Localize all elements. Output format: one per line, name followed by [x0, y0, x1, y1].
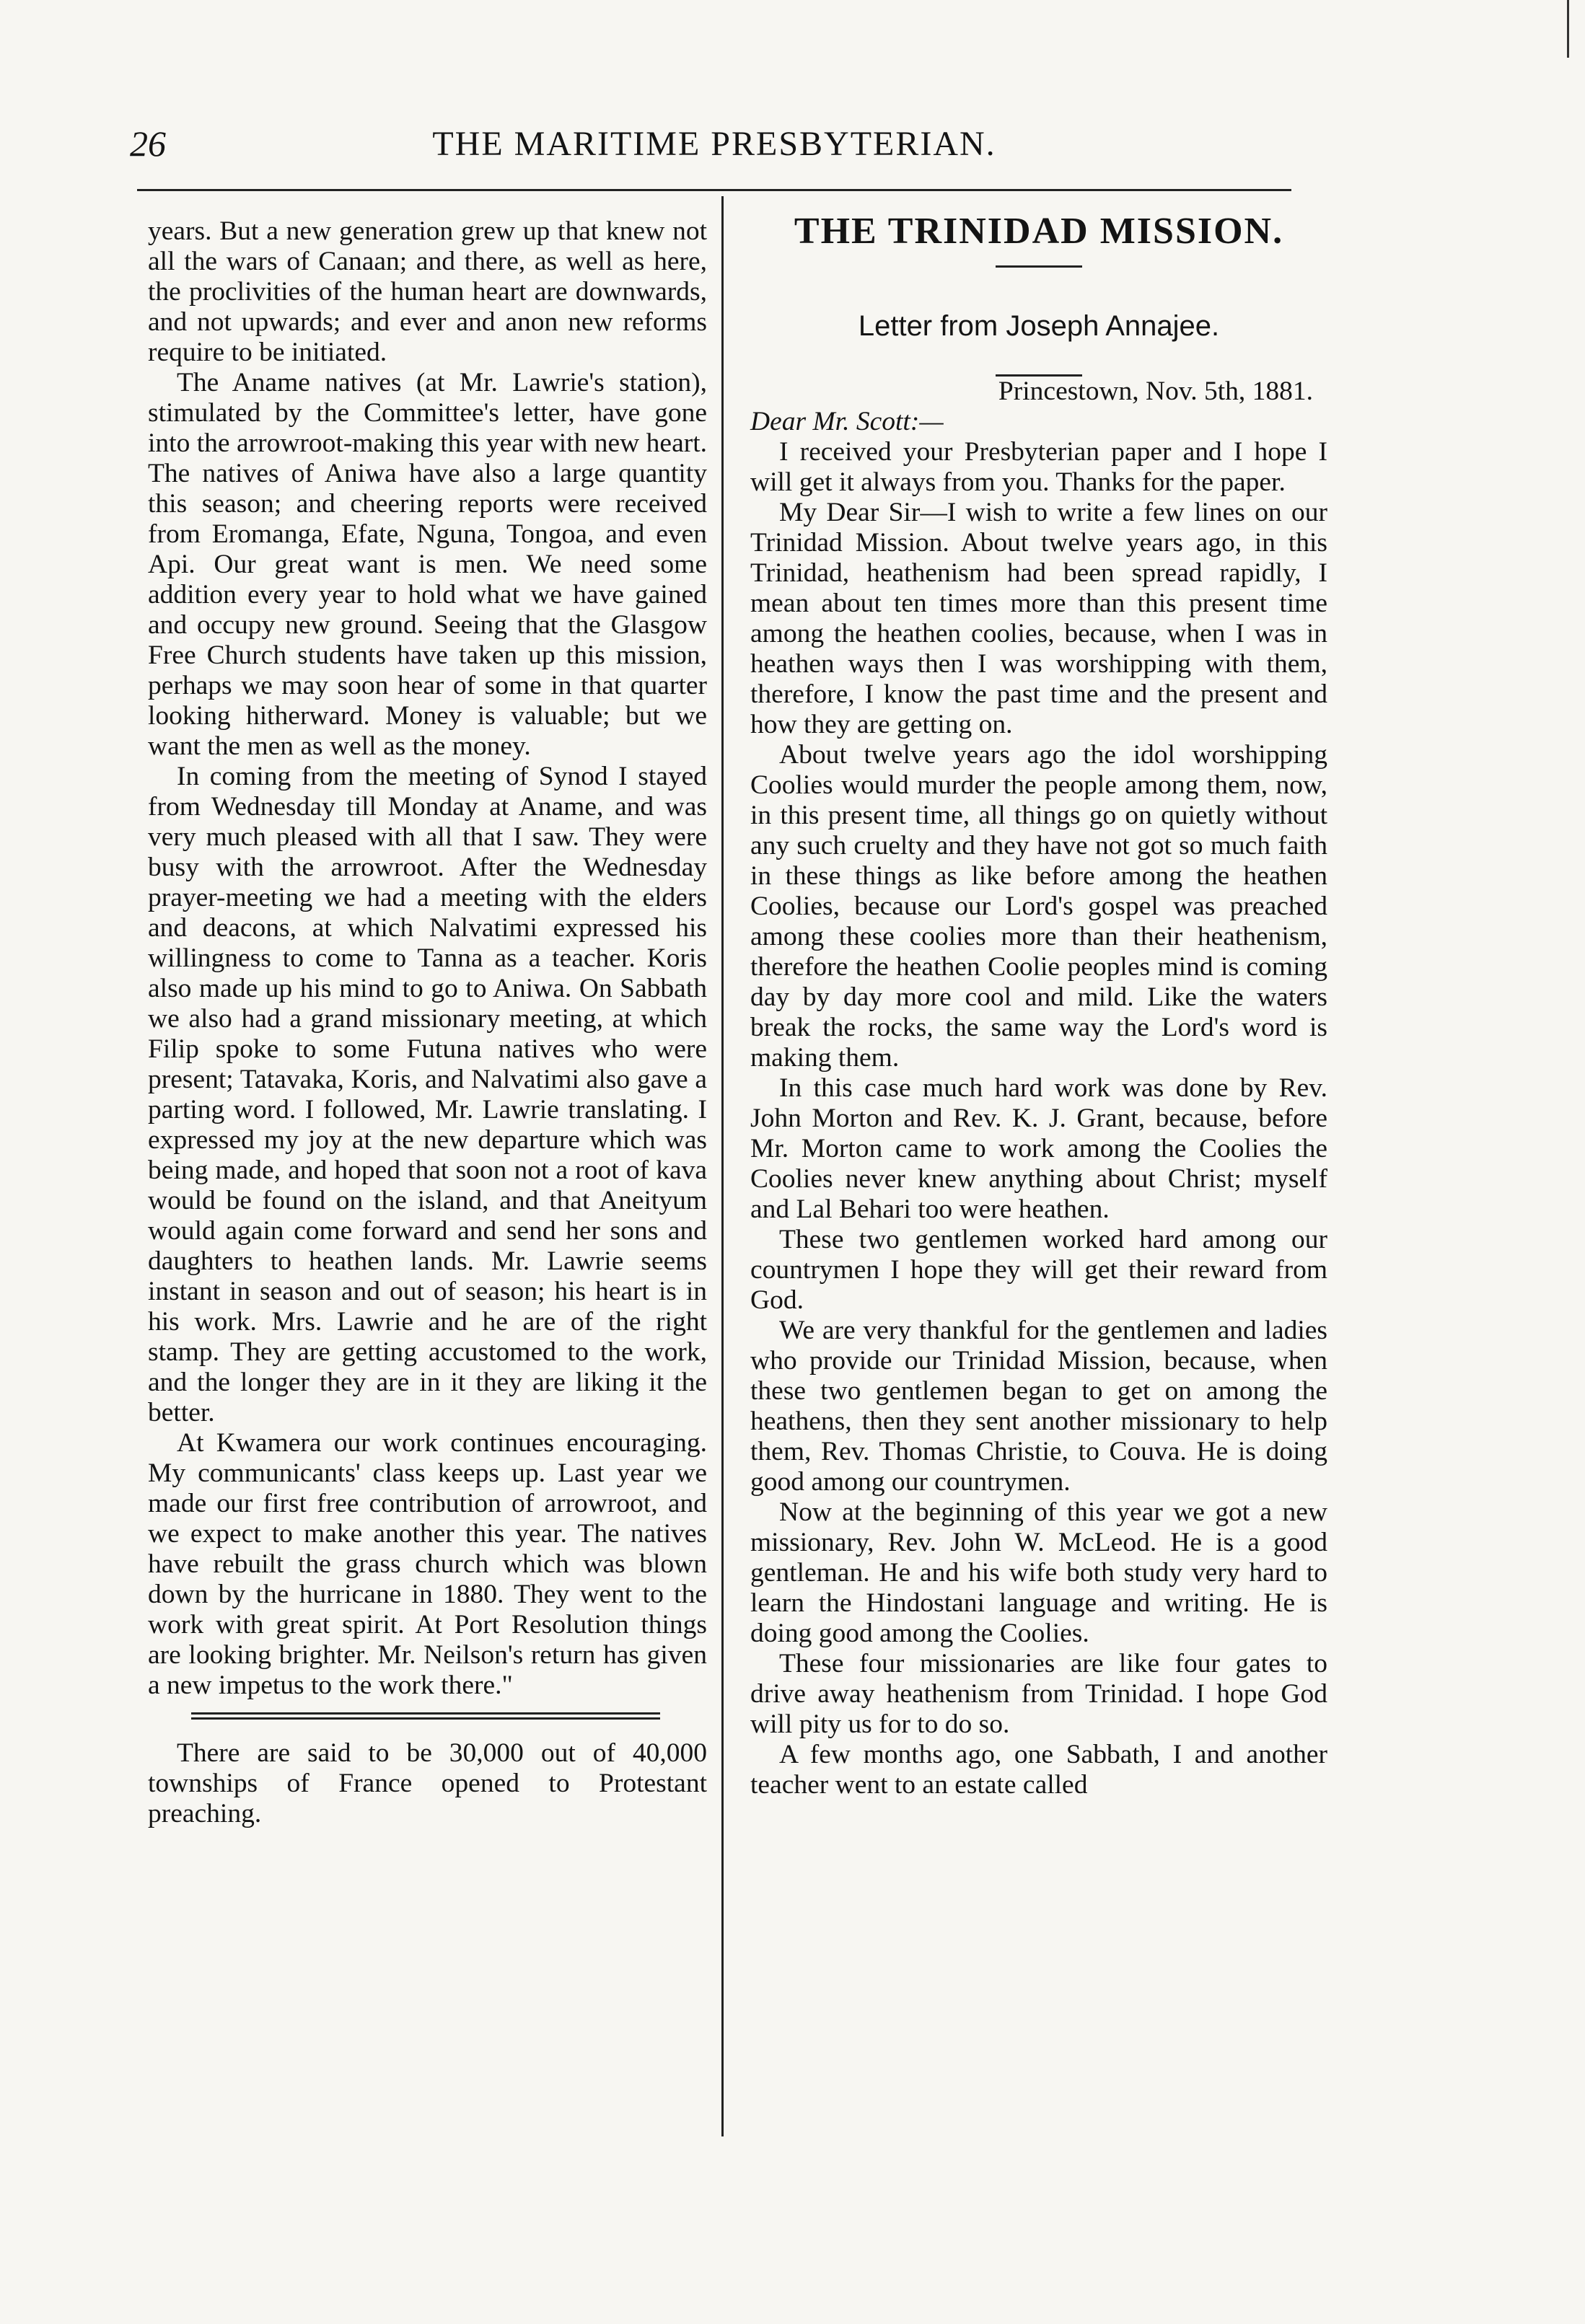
- paragraph: I received your Presbyterian paper and I hope I will get it always from you. Thanks for the paper.: [750, 437, 1327, 497]
- column-divider: [721, 196, 724, 2136]
- salutation: Dear Mr. Scott:—: [750, 407, 944, 436]
- news-item: There are said to be 30,000 out of 40,000 townships of France opened to Protestant preaching.: [148, 1738, 707, 1828]
- page-header: [130, 123, 1299, 173]
- header-rule: [137, 189, 1291, 191]
- paragraph: years. But a new generation grew up that knew not all the wars of Canaan; and there, as well as here, the proclivities of the human heart are downwards, and not upwards; and ever and anon new reforms require to be initiated.: [148, 216, 707, 367]
- article-subtitle: Letter from Joseph Annajee.: [858, 310, 1220, 342]
- paragraph: My Dear Sir—I wish to write a few lines on our Trinidad Mission. About twelve years ago, in this Trinidad, heathenism had been spread rapidly, I mean about ten times more than this present time among the heathen coolies, because, when I was in heathen ways then I was worshipping with them, therefore, I know the past time and the present and how they are getting on.: [750, 498, 1327, 739]
- paragraph: In this case much hard work was done by Rev. John Morton and Rev. K. J. Grant, because, before Mr. Morton came to work among the Coolies the Coolies never knew anything about Christ; myself and Lal Behari too were heathen.: [750, 1073, 1327, 1224]
- paragraph: Now at the beginning of this year we got a new missionary, Rev. John W. McLeod. He is a good gentleman. He and his wife both study very hard to learn the Hindostani language and writing. He is doing good among the Coolies.: [750, 1497, 1327, 1648]
- dateline: Princestown, Nov. 5th, 1881.: [998, 377, 1313, 406]
- page-number: 26: [130, 123, 166, 164]
- left-column: [148, 216, 707, 1829]
- paragraph: In coming from the meeting of Synod I stayed from Wednesday till Monday at Aname, and was very much pleased with all that I saw. They were busy with the arrowroot. After the Wednesday prayer-meeting we had a meeting with the elders and deacons, at which Nalvatimi expressed his willingness to come to Tanna as a teacher. Koris also made up his mind to go to Aniwa. On Sabbath we also had a grand missionary meeting, at which Filip spoke to some Futuna natives who were present; Tatavaka, Koris, and Nalvatimi also gave a parting word. I followed, Mr. Lawrie translating. I expressed my joy at the new departure which was being made, and hoped that soon not a root of kava would be found on the island, and that Aneityum would again come forward and send her sons and daughters to heathen lands. Mr. Lawrie seems instant in season and out of season; his heart is in his work. Mrs. Lawrie and he are of the right stamp. They are getting accustomed to the work, and the longer they are in it they are liking it the better.: [148, 762, 707, 1427]
- paragraph: These four missionaries are like four gates to drive away heathenism from Trinidad. I hope God will pity us for to do so.: [750, 1649, 1327, 1739]
- paragraph: About twelve years ago the idol worshipping Coolies would murder the people among them, now, in this present time, all things go on quietly without any such cruelty and they have not got so much faith in these things as like before among the heathen Coolies, because our Lord's gospel was preached among these coolies more than their heathenism, therefore the heathen Coolie peoples mind is coming day by day more cool and mild. Like the waters break the rocks, the same way the Lord's word is making them.: [750, 740, 1327, 1073]
- section-separator: [191, 1712, 660, 1722]
- paragraph: At Kwamera our work continues encouraging. My communicants' class keeps up. Last year we made our first free contribution of arrowroot, and we expect to make another this year. The natives have rebuilt the grass church which was blown down by the hurricane in 1880. They went to the work with great spirit. At Port Resolution things are looking brighter. Mr. Neilson's return has given a new impetus to the work there.": [148, 1428, 707, 1700]
- margin-mark: [1567, 0, 1569, 58]
- running-title: THE MARITIME PRESBYTERIAN.: [432, 125, 996, 163]
- paragraph: These two gentlemen worked hard among our countrymen I hope they will get their reward from God.: [750, 1225, 1327, 1315]
- title-rule: [996, 265, 1082, 268]
- right-column: [750, 211, 1327, 1800]
- paragraph: A few months ago, one Sabbath, I and another teacher went to an estate called: [750, 1740, 1327, 1800]
- article-title: THE TRINIDAD MISSION.: [794, 211, 1284, 252]
- paragraph: The Aname natives (at Mr. Lawrie's station), stimulated by the Committee's letter, have gone into the arrowroot-making this year with new heart. The natives of Aniwa have also a large quantity this season; and cheering reports were received from Eromanga, Efate, Nguna, Tongoa, and even Api. Our great want is men. We need some addition every year to hold what we have gained and occupy new ground. Seeing that the Glasgow Free Church students have taken up this mission, perhaps we may soon hear of some in that quarter looking hitherward. Money is valuable; but we want the men as well as the money.: [148, 368, 707, 761]
- paragraph: We are very thankful for the gentlemen and ladies who provide our Trinidad Mission, because, when these two gentlemen began to get on among the heathens, then they sent another missionary to help them, Rev. Thomas Christie, to Couva. He is doing good among our countrymen.: [750, 1316, 1327, 1497]
